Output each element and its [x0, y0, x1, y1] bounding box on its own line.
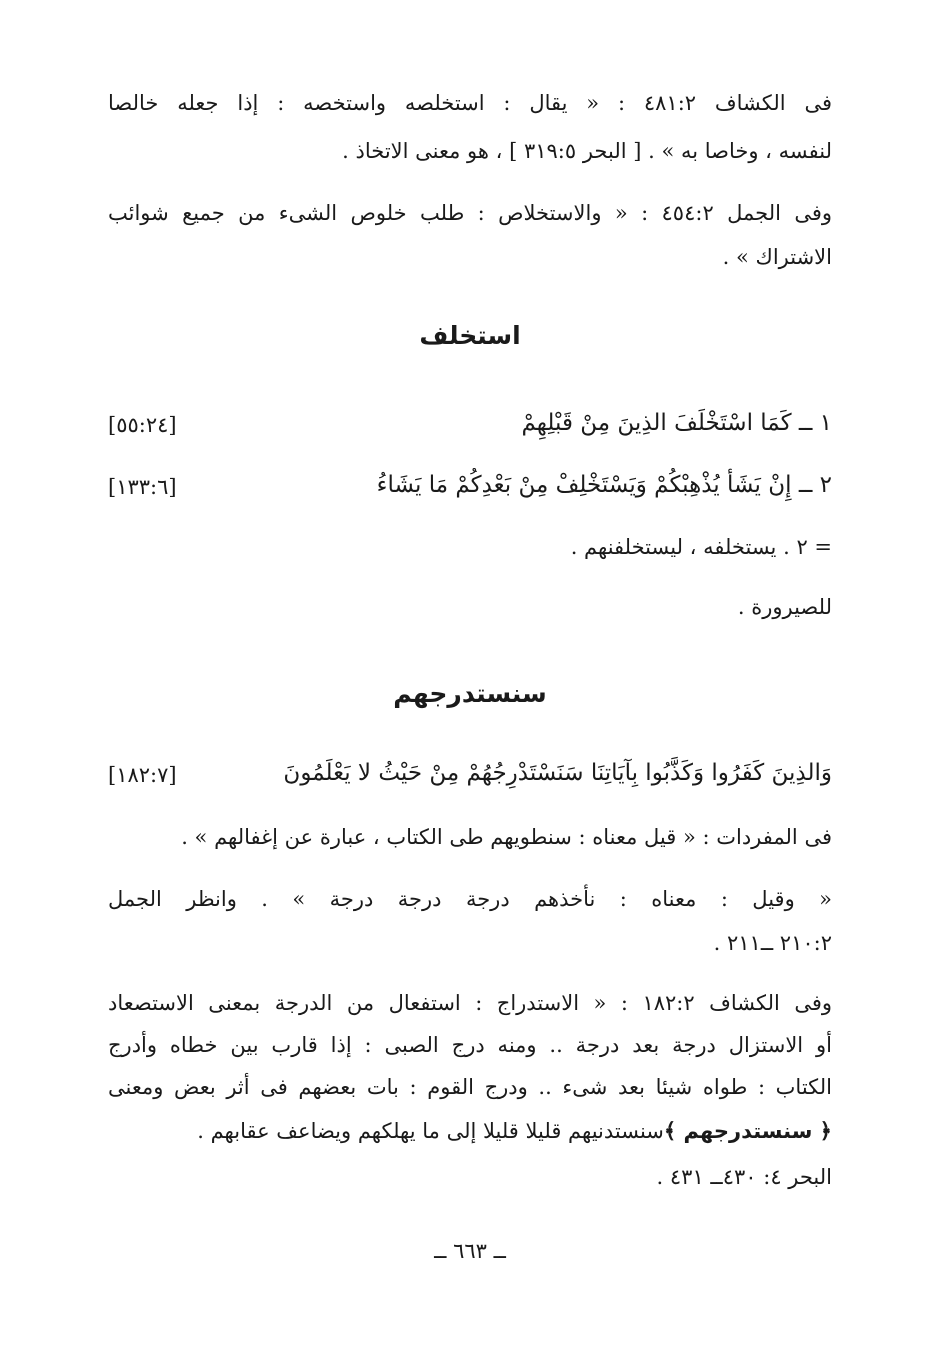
jamal-quote-line-2: الاشتراك » .	[722, 245, 832, 269]
section-heading-sanastadrijuhum: سنستدرجهم	[393, 679, 547, 708]
kashaf-quote-line-2: لنفسه ، وخاصا به » . [ البحر ٣١٩:٥ ] ، هو معنى الاتخاذ .	[342, 139, 832, 163]
verse-2-reference: [١٣٣:٦]	[108, 475, 177, 499]
document-page	[108, 0, 832, 1350]
kashaf-istidraj-line-2: أو الاستزال درجة بعد درجة .. ومنه درج الصبى : إذا قارب بين خطاه وأدرج	[108, 1033, 832, 1057]
verse-3-reference: [١٨٢:٧]	[108, 763, 177, 787]
verse-1-text: ١ ــ كَمَا اسْتَخْلَفَ الذِينَ مِنْ قَبْلِهِمْ	[521, 410, 832, 436]
verse-1-reference: [٥٥:٢٤]	[108, 413, 177, 437]
section-heading-istakhlafa: استخلف	[419, 321, 521, 350]
kashaf-istidraj-line-4	[108, 1114, 832, 1150]
kashaf-istidraj-line-4-rest: سنستدنيهم قليلا قليلا إلى ما يهلكهم ويضاعف عقابهم .	[197, 1119, 664, 1143]
quranic-word-bold: ﴿ سنستدرجهم ﴾	[663, 1119, 832, 1143]
mufradat-quote: فى المفردات : « قيل معناه : سنطويهم طى الكتاب ، عبارة عن إغفالهم » .	[181, 825, 832, 849]
page-number: ــ ٦٦٣ ــ	[434, 1239, 506, 1263]
qeel-quote-line-2: ٢١٠:٢ ــ٢١١ .	[713, 931, 832, 955]
section1-note-1: = ٢ . يستخلفه ، ليستخلفنهم .	[570, 535, 832, 559]
section1-note-2: للصيرورة .	[737, 595, 832, 619]
qeel-quote-line-1: « وقيل : معناه : نأخذهم درجة درجة درجة » . وانظر الجمل	[108, 887, 832, 911]
verse-3-text: وَالذِينَ كَفَرُوا وَكَذَّبُوا بِآيَاتِنَا سَنَسْتَدْرِجُهُمْ مِنْ حَيْثُ لا يَعْلَمُونَ	[283, 760, 832, 786]
kashaf-quote-line-1: فى الكشاف ٤٨١:٢ : « يقال : استخلصه واستخصه : إذا جعله خالصا	[108, 91, 832, 115]
jamal-quote-line-1: وفى الجمل ٤٥٤:٢ : « والاستخلاص : طلب خلوص الشىء من جميع شوائب	[108, 201, 832, 225]
verse-2-text: ٢ ــ إِنْ يَشَأْ يُذْهِبْكُمْ وَيَسْتَخْلِفْ مِنْ بَعْدِكُمْ مَا يَشَاءُ	[376, 472, 832, 498]
kashaf-istidraj-line-1: وفى الكشاف ١٨٢:٢ : « الاستدراج : استفعال من الدرجة بمعنى الاستصعاد	[108, 991, 832, 1015]
kashaf-istidraj-line-3: الكتاب : طواه شيئا بعد شىء .. ودرج القوم : بات بعضهم فى أثر بعض ومعنى	[108, 1075, 832, 1099]
bahr-reference: البحر ٤: ٤٣٠ــ ٤٣١ .	[656, 1165, 832, 1189]
